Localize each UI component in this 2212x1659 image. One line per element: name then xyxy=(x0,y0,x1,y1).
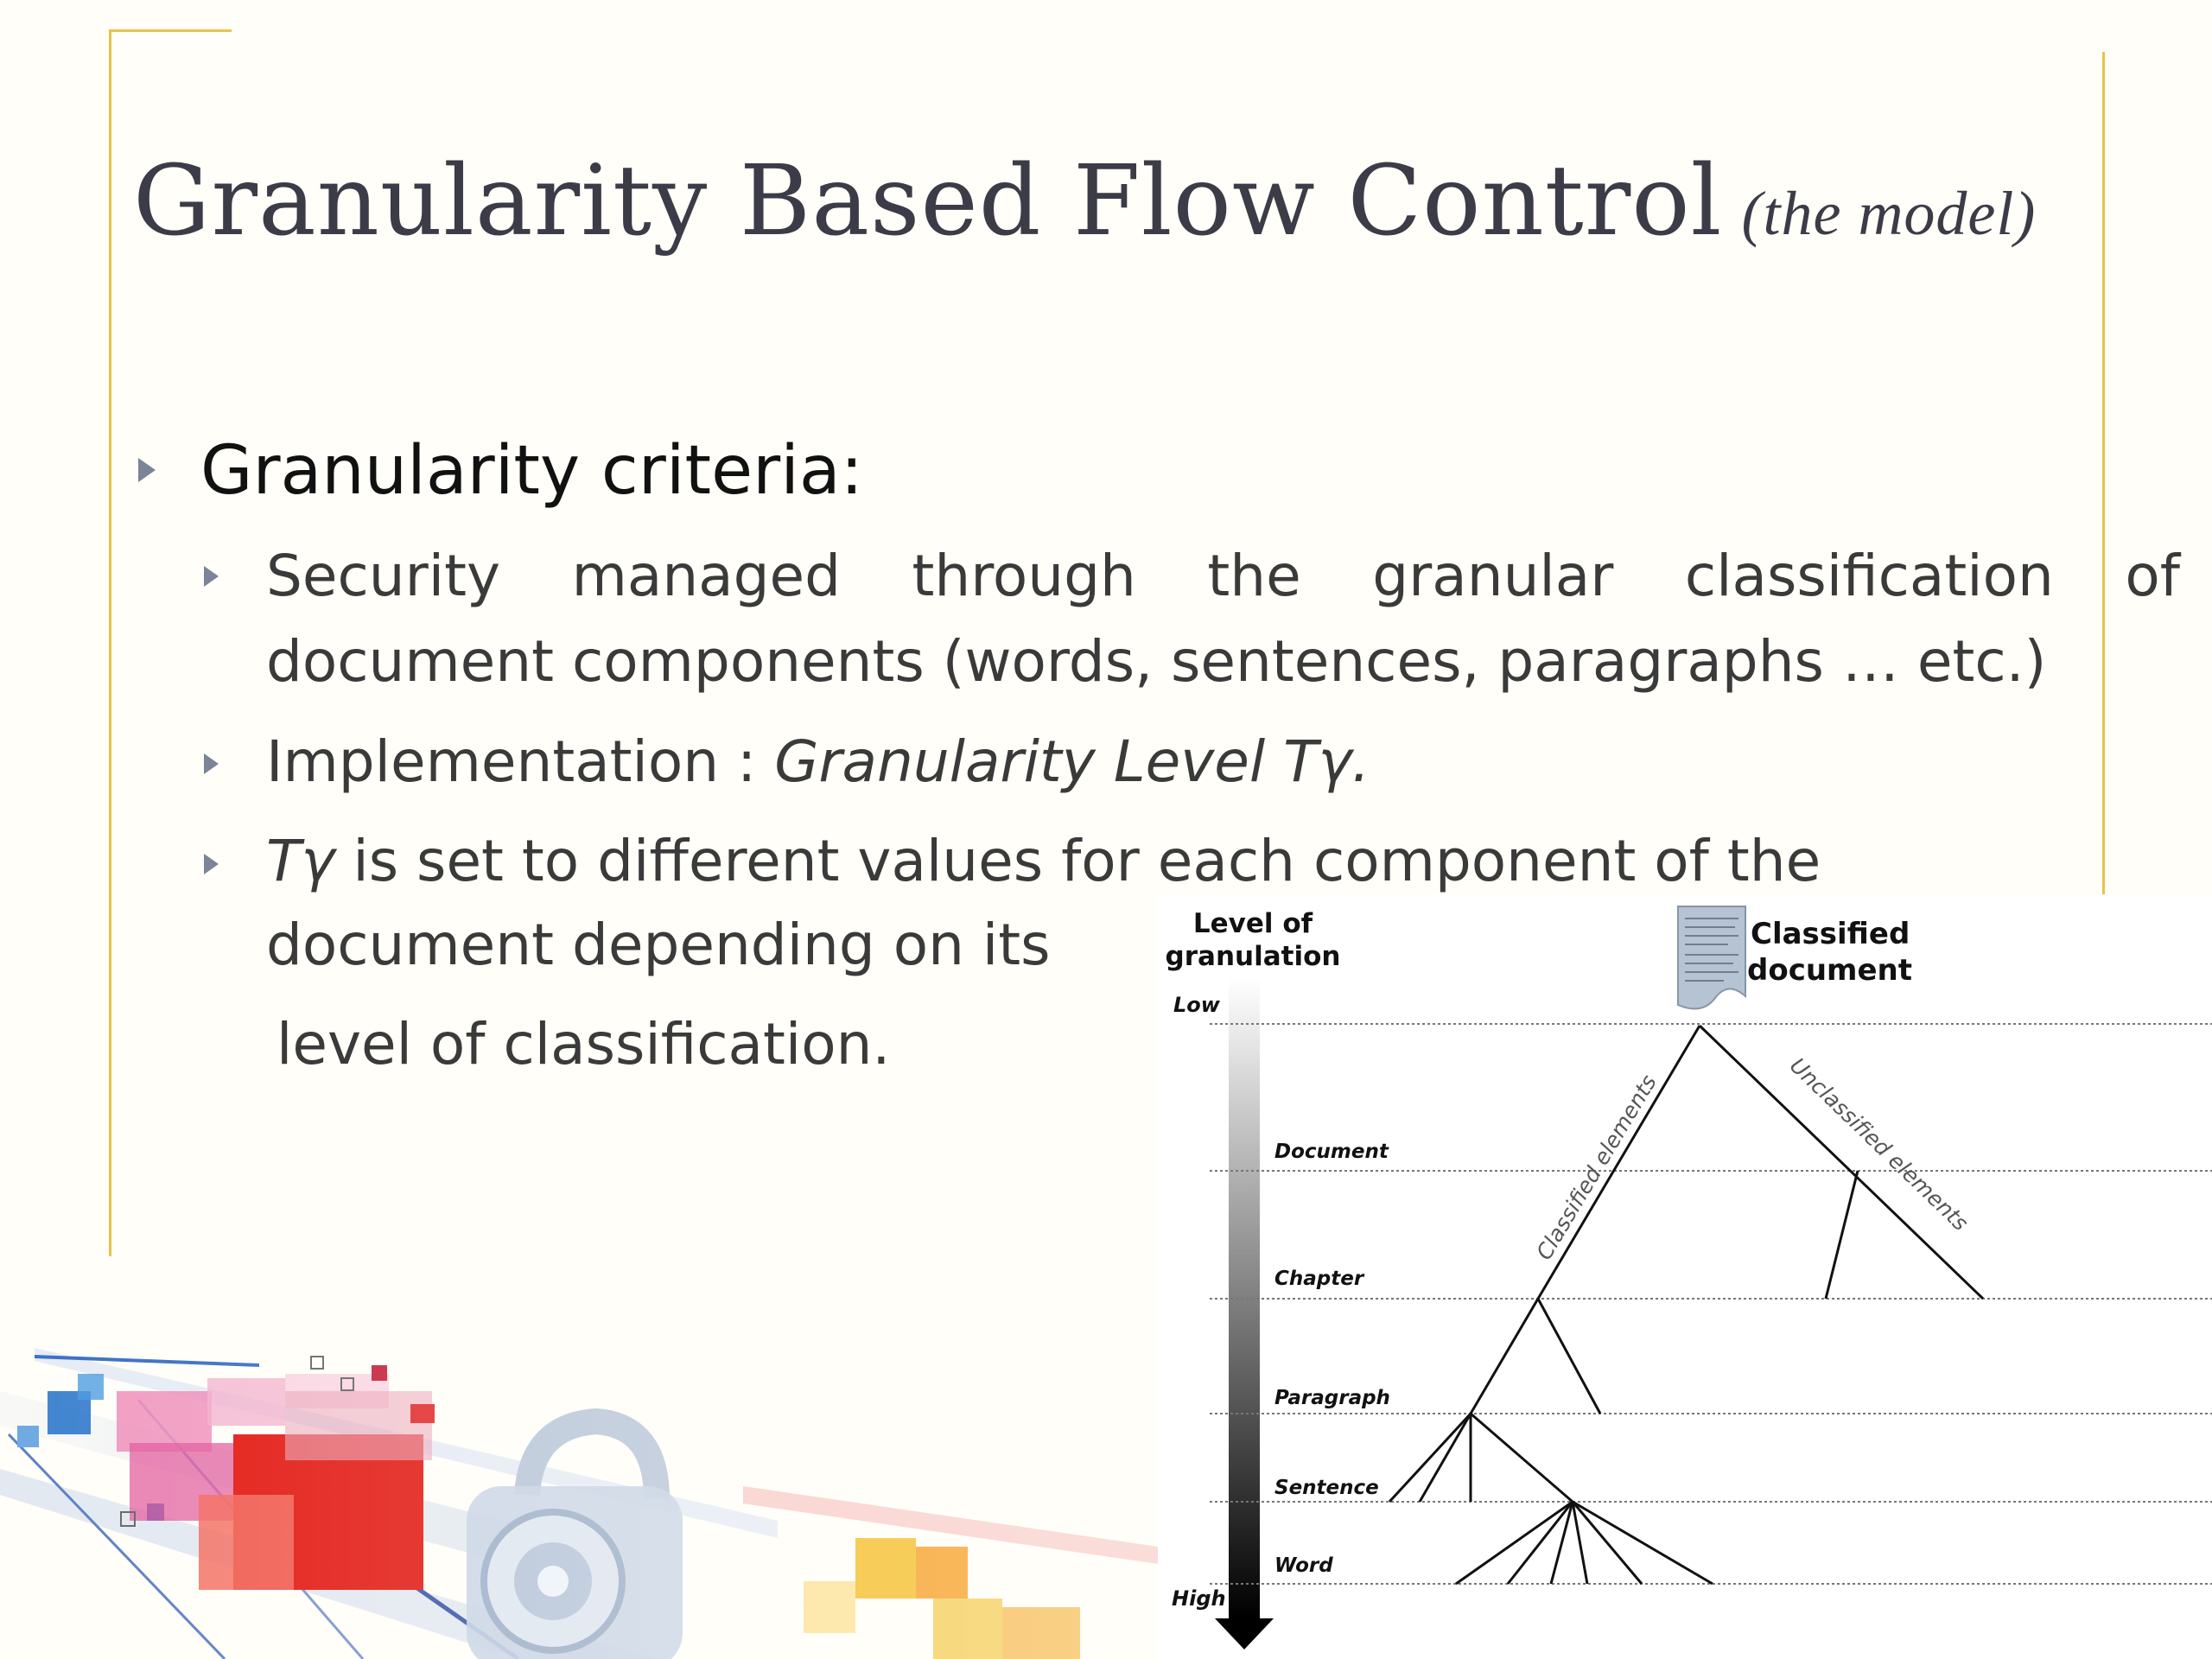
title-main: Granularity Based Flow Control xyxy=(133,145,1723,257)
slide-frame-left xyxy=(109,29,111,1256)
bullet-arrow-icon xyxy=(204,566,219,587)
bullet-arrow-icon xyxy=(204,854,219,874)
bullet-item-2 xyxy=(266,728,1370,795)
bullet-item-1-word: the xyxy=(1207,543,1301,609)
bullet-item-3-rest: is set to different values for each component of the xyxy=(334,828,1821,894)
axis-high-label: High xyxy=(1172,1586,1226,1611)
granulation-axis-bar xyxy=(1229,979,1260,1618)
root-label-line-2: document xyxy=(1747,953,1913,988)
level-label-paragraph: Paragraph xyxy=(1274,1387,1390,1409)
bullet-item-1-line-1 xyxy=(266,543,2180,609)
level-label-sentence: Sentence xyxy=(1274,1477,1379,1499)
axis-low-label: Low xyxy=(1173,993,1220,1017)
bullet-item-1-line-2: document components (words, sentences, paragraphs … etc.) xyxy=(266,628,2047,695)
bullet-item-1-word: of xyxy=(2125,543,2180,609)
bullet-item-1-word: Security xyxy=(266,543,501,609)
slide-frame-right xyxy=(2102,52,2105,894)
branch-label-unclassified: Unclassified elements xyxy=(1784,1052,1974,1236)
bullet-arrow-icon xyxy=(138,458,156,482)
root-label-line-1: Classified xyxy=(1751,917,1910,951)
title-subtitle: (the model) xyxy=(1741,179,2037,248)
level-label-chapter: Chapter xyxy=(1274,1268,1364,1290)
bullet-item-3-line-2: document depending on its xyxy=(266,912,1051,978)
bullet-item-1-word: classification xyxy=(1684,543,2054,609)
bullet-item-3-line-1 xyxy=(266,828,1821,894)
padlock-decoration-image xyxy=(0,1296,1158,1659)
axis-title-line-2: granulation xyxy=(1165,941,1341,972)
bullet-item-3-italic: Tγ xyxy=(266,828,335,894)
slide-title xyxy=(133,145,2036,257)
level-label-document: Document xyxy=(1274,1141,1389,1163)
bullet-item-1-word: granular xyxy=(1372,543,1614,609)
granularity-tree-diagram xyxy=(1158,894,2212,1659)
bullet-arrow-icon xyxy=(204,753,219,774)
branch-label-classified: Classified elements xyxy=(1531,1070,1662,1265)
bullet-item-1-word: managed xyxy=(571,543,841,609)
bullet-item-3-line-3: level of classification. xyxy=(276,1011,891,1077)
slide-frame-top xyxy=(109,29,232,32)
axis-title-line-1: Level of xyxy=(1192,908,1313,939)
level-label-word: Word xyxy=(1274,1554,1333,1577)
bullet-item-2-plain: Implementation : xyxy=(266,728,775,795)
bullet-item-2-italic: Granularity Level Tγ. xyxy=(774,728,1370,795)
bullet-item-1-word: through xyxy=(912,543,1136,609)
bullet-heading: Granularity criteria: xyxy=(200,432,863,510)
